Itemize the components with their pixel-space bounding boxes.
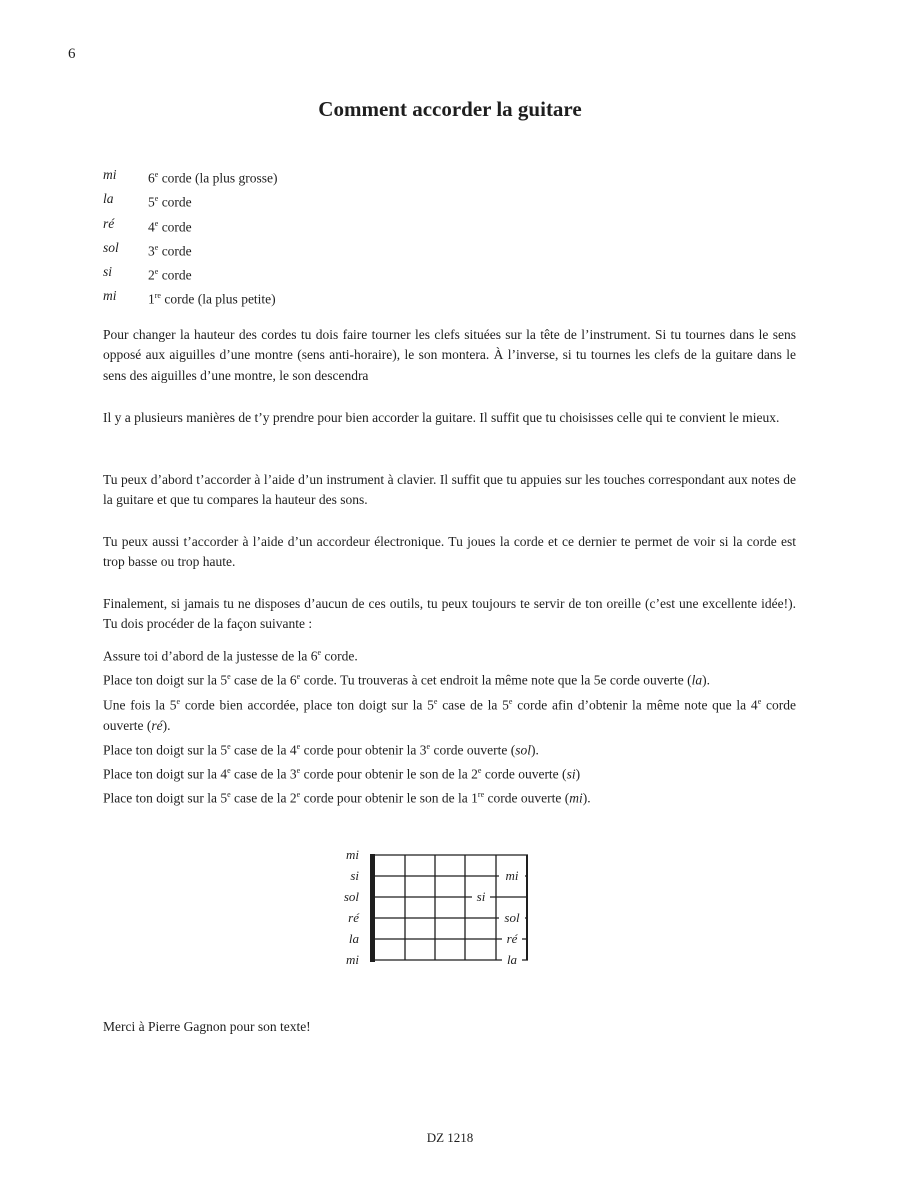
footer-code: DZ 1218 <box>426 1130 474 1145</box>
string-desc: 3e corde <box>148 242 192 259</box>
string-note: sol <box>103 239 119 255</box>
paragraph: Pour changer la hauteur des cordes tu dois faire tourner les clefs situées sur la tête de l’instrument. Si tu tournes dans le sens opposé aux aiguilles d’une montre (sens anti-horaire), le son montera. À l’inverse, si tu tournes les clefs de la guitare dans le sens des aiguilles d’une montre, le son descendra <box>103 326 796 384</box>
string-row <box>103 165 278 189</box>
step: Place ton doigt sur la 5e case de la 2e corde pour obtenir le son de la 1re corde ouverte (mi). <box>103 790 591 806</box>
string-label: sol <box>343 889 359 904</box>
fret-note: ré <box>506 931 518 946</box>
step: Place ton doigt sur la 4e case de la 3e corde pour obtenir le son de la 2e corde ouverte (si) <box>103 765 581 782</box>
string-note: la <box>103 191 114 207</box>
string-label: la <box>348 931 359 946</box>
paragraph: Tu peux d’abord t’accorder à l’aide d’un instrument à clavier. Il suffit que tu appuies sur les touches correspondant aux notes de la guitare et que tu compares la hauteur des sons. <box>103 471 796 508</box>
fret-note: la <box>506 952 518 967</box>
string-label: ré <box>348 910 359 925</box>
string-list <box>103 165 278 311</box>
paragraph: Il y a plusieurs manières de t’y prendre pour bien accorder la guitare. Il suffit que tu choisisses celle qui te convient le mieux. <box>103 409 780 425</box>
paragraph: Finalement, si jamais tu ne disposes d’aucun de ces outils, tu peux toujours te servir de ton oreille (c’est une excellente idée!). Tu dois procéder de la façon suivante : <box>103 595 796 632</box>
step: Une fois la 5e corde bien accordée, place ton doigt sur la 5e case de la 5e corde afin d’obtenir la même note que la 4e corde ouverte (ré). <box>103 696 796 733</box>
string-row <box>103 262 278 286</box>
string-desc: 6e corde (la plus grosse) <box>148 170 278 186</box>
string-desc: 1re corde (la plus petite) <box>148 291 276 307</box>
page-number: 6 <box>68 46 76 62</box>
step: Assure toi d’abord de la justesse de la 6e corde. <box>103 648 358 664</box>
string-desc: 5e corde <box>148 194 192 210</box>
string-note: si <box>103 264 113 280</box>
string-desc: 2e corde <box>148 267 192 283</box>
step: Place ton doigt sur la 5e case de la 6e corde. Tu trouveras à cet endroit la même note que la 5e corde ouverte (la). <box>103 672 710 688</box>
thanks-note: Merci à Pierre Gagnon pour son texte! <box>103 1019 311 1034</box>
string-row <box>103 214 278 238</box>
fret-note: si <box>476 889 486 904</box>
page-title: Comment accorder la guitare <box>318 97 582 121</box>
paragraph: Tu peux aussi t’accorder à l’aide d’un accordeur électronique. Tu joues la corde et ce dernier te permet de voir si la corde est trop basse ou trop haute. <box>103 533 796 570</box>
string-row <box>103 189 278 213</box>
string-label: mi <box>346 847 359 862</box>
string-row <box>103 286 278 310</box>
string-note: mi <box>103 288 117 304</box>
nut <box>370 854 375 962</box>
string-label: mi <box>346 952 359 967</box>
string-label: si <box>350 868 359 883</box>
tuning-steps <box>103 643 796 810</box>
fretboard-diagram <box>330 845 540 970</box>
string-row <box>103 238 278 262</box>
fret-note: mi <box>505 868 519 883</box>
string-desc: 4e corde <box>148 218 192 235</box>
string-note: mi <box>103 167 117 182</box>
step: Place ton doigt sur la 5e case de la 4e corde pour obtenir la 3e corde ouverte (sol). <box>103 741 539 758</box>
string-note: ré <box>103 215 115 231</box>
fret-note: sol <box>504 910 520 925</box>
